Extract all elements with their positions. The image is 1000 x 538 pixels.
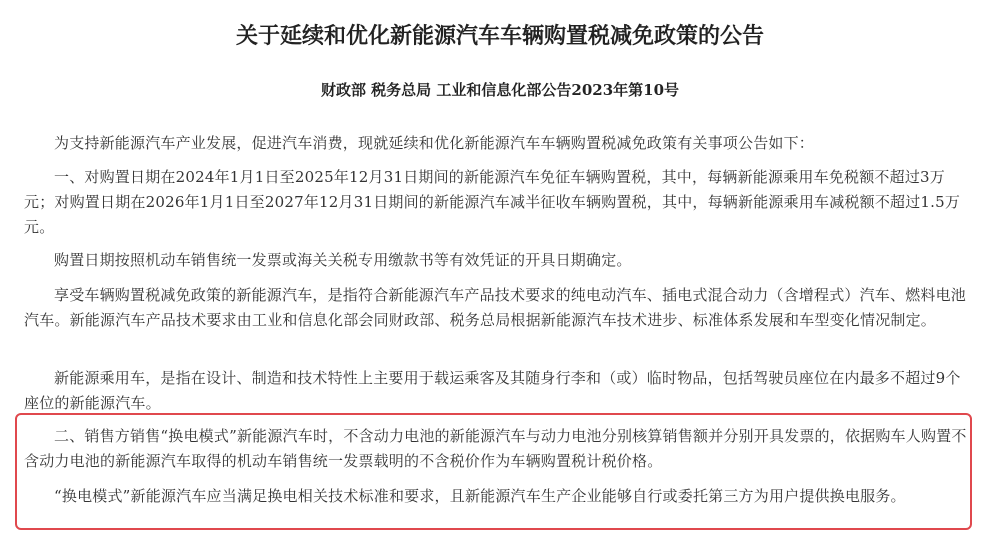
paragraph-passenger-car-definition: 新能源乘用车，是指在设计、制造和技术特性上主要用于载运乘客及其随身行李和（或）临时物品，包括驾驶员座位在内最多不超过9个座位的新能源汽车。 [24, 369, 961, 412]
page-title: 关于延续和优化新能源汽车车辆购置税减免政策的公告 [235, 24, 764, 49]
paragraph-intro: 为支持新能源汽车产业发展，促进汽车消费，现就延续和优化新能源汽车车辆购置税减免政策有关事项公告如下： [54, 134, 815, 152]
announcement-number: 财政部 税务总局 工业和信息化部公告2023年第10号 [320, 81, 680, 99]
paragraph-battery-swap: “换电模式”新能源汽车应当满足换电相关技术标准和要求，且新能源汽车生产企业能够自行或委托第三方为用户提供换电服务。 [54, 487, 906, 505]
paragraph-purchase-date: 购置日期按照机动车销售统一发票或海关关税专用缴款书等有效凭证的开具日期确定。 [54, 251, 632, 269]
paragraph-article-2: 二、销售方销售“换电模式”新能源汽车时，不含动力电池的新能源汽车与动力电池分别核算销售额并分别开具发票的，依据购车人购置不含动力电池的新能源汽车取得的机动车销售统一发票载明的不含税价作为车辆购置税计税价格。 [24, 427, 967, 470]
paragraph-article-1: 一、对购置日期在2024年1月1日至2025年12月31日期间的新能源汽车免征车辆购置税，其中，每辆新能源乘用车免税额不超过3万元；对购置日期在2026年1月1日至2027年12月31日期间的新能源汽车减半征收车辆购置税，其中，每辆新能源乘用车减税额不超过1.5万元。 [24, 168, 961, 236]
paragraph-nev-definition: 享受车辆购置税减免政策的新能源汽车，是指符合新能源汽车产品技术要求的纯电动汽车、插电式混合动力（含增程式）汽车、燃料电池汽车。新能源汽车产品技术要求由工业和信息化部会同财政部、税务总局根据新能源汽车技术进步、标准体系发展和车型变化情况制定。 [24, 286, 967, 329]
